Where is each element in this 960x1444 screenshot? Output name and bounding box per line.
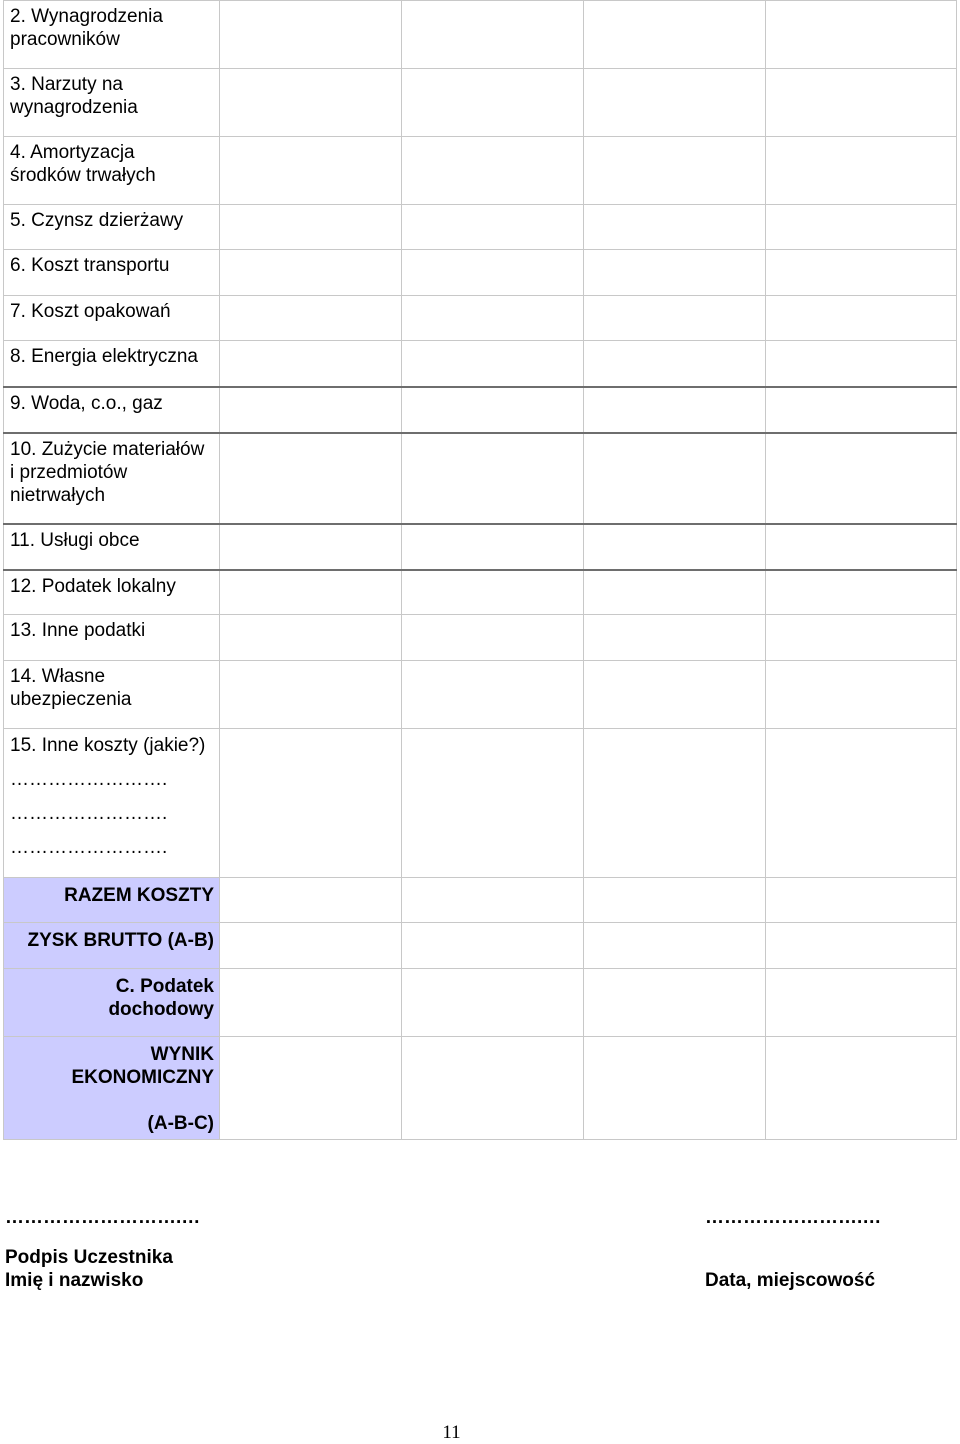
value-cell[interactable] [584,570,766,615]
row-label: 9. Woda, c.o., gaz [4,387,220,433]
value-cell[interactable] [584,341,766,387]
row-label: 7. Koszt opakowań [4,296,220,341]
value-cell[interactable] [402,878,584,923]
value-cell[interactable] [584,1,766,69]
summary-row [4,1037,957,1140]
table-row [4,341,957,387]
summary-label: C. Podatek dochodowy [4,969,220,1037]
value-cell[interactable] [402,1,584,69]
value-cell[interactable] [220,1037,402,1140]
value-cell[interactable] [402,296,584,341]
value-cell[interactable] [584,878,766,923]
value-cell[interactable] [766,729,957,878]
table-row [4,205,957,250]
value-cell[interactable] [402,524,584,570]
value-cell[interactable] [766,524,957,570]
value-cell[interactable] [584,205,766,250]
row-label: 11. Usługi obce [4,524,220,570]
value-cell[interactable] [584,296,766,341]
value-cell[interactable] [402,387,584,433]
row-label: 2. Wynagrodzenia pracowników [4,1,220,69]
value-cell[interactable] [402,615,584,661]
value-cell[interactable] [766,205,957,250]
value-cell[interactable] [220,205,402,250]
table-row [4,387,957,433]
value-cell[interactable] [766,433,957,524]
value-cell[interactable] [220,878,402,923]
value-cell[interactable] [402,69,584,137]
table-row [4,137,957,205]
value-cell[interactable] [402,1037,584,1140]
value-cell[interactable] [584,250,766,296]
value-cell[interactable] [766,137,957,205]
value-cell[interactable] [220,729,402,878]
value-cell[interactable] [220,524,402,570]
signature-label: Podpis Uczestnika [5,1247,173,1268]
value-cell[interactable] [584,137,766,205]
value-cell[interactable] [220,433,402,524]
value-cell[interactable] [220,250,402,296]
table-row [4,729,957,878]
value-cell[interactable] [584,615,766,661]
signature-dots-left: ……………………….… [5,1207,201,1228]
value-cell[interactable] [766,969,957,1037]
value-cell[interactable] [402,969,584,1037]
value-cell[interactable] [766,878,957,923]
table-row [4,615,957,661]
value-cell[interactable] [220,69,402,137]
value-cell[interactable] [220,661,402,729]
row-label: 8. Energia elektryczna [4,341,220,387]
table-row [4,250,957,296]
value-cell[interactable] [402,205,584,250]
value-cell[interactable] [220,969,402,1037]
value-cell[interactable] [220,923,402,969]
row-label: 13. Inne podatki [4,615,220,661]
value-cell[interactable] [402,433,584,524]
summary-row [4,878,957,923]
table-row [4,296,957,341]
value-cell[interactable] [220,570,402,615]
table-row [4,570,957,615]
table-row [4,661,957,729]
row-label: 12. Podatek lokalny [4,570,220,615]
date-place-label: Data, miejscowość [705,1270,876,1291]
value-cell[interactable] [584,69,766,137]
row-label: 15. Inne koszty (jakie?) ……………………. ……………………. ……………………. [4,729,220,878]
value-cell[interactable] [584,387,766,433]
value-cell[interactable] [766,570,957,615]
value-cell[interactable] [584,1037,766,1140]
summary-row [4,969,957,1037]
value-cell[interactable] [766,296,957,341]
name-label: Imię i nazwisko [5,1270,144,1291]
row-label: 5. Czynsz dzierżawy [4,205,220,250]
value-cell[interactable] [584,433,766,524]
summary-label: ZYSK BRUTTO (A-B) [4,923,220,969]
row-label: 3. Narzuty na wynagrodzenia [4,69,220,137]
summary-label: WYNIK EKONOMICZNY (A-B-C) [4,1037,220,1140]
value-cell[interactable] [402,661,584,729]
value-cell[interactable] [220,137,402,205]
row-label: 4. Amortyzacja środków trwałych [4,137,220,205]
value-cell[interactable] [766,250,957,296]
value-cell[interactable] [766,923,957,969]
value-cell[interactable] [766,1037,957,1140]
value-cell[interactable] [220,1,402,69]
date-dots-right: …………………….… [705,1207,882,1228]
table-row [4,1,957,69]
value-cell[interactable] [220,296,402,341]
value-cell[interactable] [584,524,766,570]
value-cell[interactable] [220,341,402,387]
value-cell[interactable] [402,341,584,387]
summary-row [4,923,957,969]
value-cell[interactable] [584,661,766,729]
row-label: 6. Koszt transportu [4,250,220,296]
page-number: 11 [442,1422,461,1443]
table-row [4,69,957,137]
value-cell[interactable] [766,69,957,137]
summary-label: RAZEM KOSZTY [4,878,220,923]
value-cell[interactable] [766,661,957,729]
row-label: 14. Własne ubezpieczenia [4,661,220,729]
value-cell[interactable] [584,729,766,878]
value-cell[interactable] [402,137,584,205]
value-cell[interactable] [766,341,957,387]
value-cell[interactable] [584,923,766,969]
value-cell[interactable] [220,615,402,661]
table-row [4,433,957,524]
value-cell[interactable] [402,570,584,615]
row-label: 10. Zużycie materiałów i przedmiotów nietrwałych [4,433,220,524]
value-cell[interactable] [766,1,957,69]
value-cell[interactable] [402,250,584,296]
value-cell[interactable] [402,729,584,878]
cost-table [3,0,957,1140]
value-cell[interactable] [402,923,584,969]
value-cell[interactable] [766,615,957,661]
value-cell[interactable] [766,387,957,433]
table-row [4,524,957,570]
value-cell[interactable] [584,969,766,1037]
value-cell[interactable] [220,387,402,433]
